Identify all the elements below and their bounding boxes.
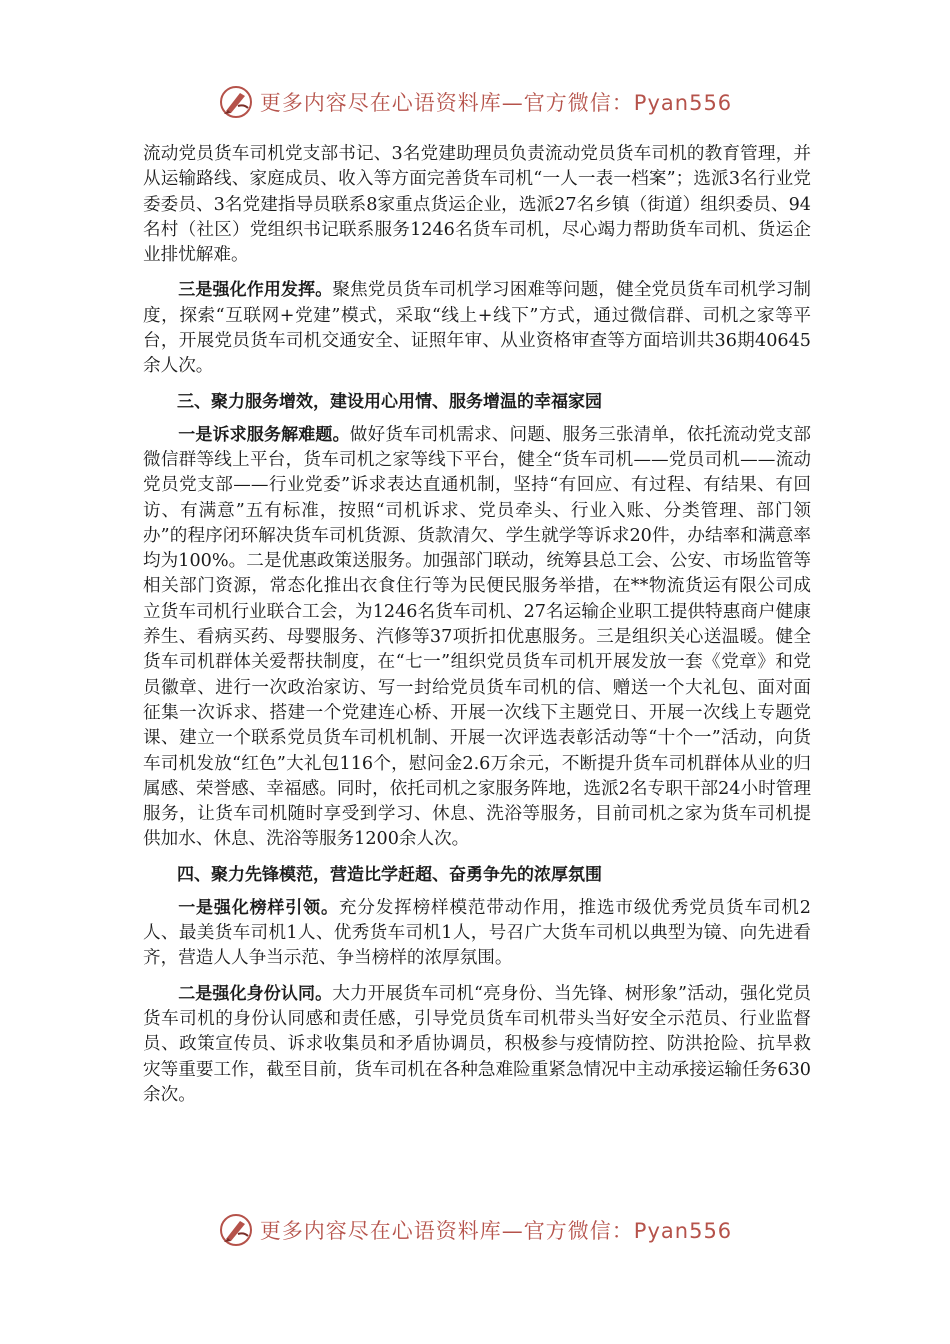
paragraph-body: 做好货车司机需求、问题、服务三张清单，依托流动党支部微信群等线上平台，货车司机之家等线下平台，健全“货车司机——党员司机——流动党员党支部——行业党委”诉求表达直通机制，坚持“有回应、有过程、有结果、有回访、有满意”五有标准，按照“司机诉求、党员牵头、行业入账、分类管理、部门领办”的程序闭环解决货车司机货源、货款清欠、学生就学等诉求20件，办结率和满意率均为100%。二是优惠政策送服务。加强部门联动，统筹县总工会、公安、市场监管等相关部门资源，常态化推出衣食住行等为民便民服务举措，在**物流货运有限公司成立货车司机行业联合工会，为1246名货车司机、27名运输企业职工提供特惠商户健康养生、看病买药、母婴服务、汽修等37项折扣优惠服务。三是组织关心送温暖。健全货车司机群体关爱帮扶制度，在“七一”组织党员货车司机开展发放一套《党章》和党员徽章、进行一次政治家访、写一封给党员货车司机的信、赠送一个大礼包、面对面征集一次诉求、搭建一个党建连心桥、开展一次线下主题党日、开展一次线上专题党课、建立一个联系党员货车司机机制、开展一次评选表彰活动等“十个一”活动，向货车司机发放“红色”大礼包116个，慰问金2.6万余元，不断提升货车司机群体从业的归属感、荣誉感、幸福感。同时，依托司机之家服务阵地，选派2名专职干部24小时管理服务，让货车司机随时享受到学习、休息、洗浴等服务，目前司机之家为货车司机提供加水、休息、洗浴等服务1200余人次。 (143, 424, 811, 850)
document-body (143, 142, 811, 1118)
paragraph-identity (143, 982, 811, 1108)
footer-banner (0, 1210, 950, 1250)
paragraph-role-play (143, 278, 811, 379)
paragraph-lead: 一是诉求服务解难题。 (178, 424, 350, 445)
section-heading-4: 四、聚力先锋模范，营造比学赶超、奋勇争先的浓厚氛围 (177, 864, 602, 885)
pen-logo-icon (218, 1212, 254, 1248)
header-banner-text: 更多内容尽在心语资料库—官方微信：Pyan556 (259, 91, 733, 115)
paragraph-lead: 一是强化榜样引领。 (178, 897, 339, 918)
paragraph-body: 大力开展货车司机“亮身份、当先锋、树形象”活动，强化党员货车司机的身份认同感和责任感，引导党员货车司机带头当好安全示范员、行业监督员、政策宣传员、诉求收集员和矛盾协调员，积极参与疫情防控、防洪抢险、抗旱救灾等重要工作，截至目前，货车司机在各种急难险重紧急情况中主动承接运输任务630余次。 (143, 983, 811, 1105)
footer-banner-text: 更多内容尽在心语资料库—官方微信：Pyan556 (259, 1219, 733, 1243)
pen-logo-icon (218, 84, 254, 120)
paragraph-body: 聚焦党员货车司机学习困难等问题，健全党员货车司机学习制度，探索“互联网+党建”模式，采取“线上+线下”方式，通过微信群、司机之家等平台，开展党员货车司机交通安全、证照年审、从业资格审查等方面培训共36期40645余人次。 (143, 280, 811, 377)
paragraph-service (143, 423, 811, 853)
section-heading-3: 三、聚力服务增效，建设用心用情、服务增温的幸福家园 (177, 391, 602, 412)
paragraph-role-model (143, 896, 811, 972)
paragraph-lead: 二是强化身份认同。 (178, 983, 333, 1004)
header-banner (0, 82, 950, 122)
paragraph-continued: 流动党员货车司机党支部书记、3名党建助理员负责流动党员货车司机的教育管理，并从运输路线、家庭成员、收入等方面完善货车司机“一人一表一档案”；选派3名行业党委委员、3名党建指导员联系8家重点货运企业，选派27名乡镇（街道）组织委员、94名村（社区）党组织书记联系服务1246名货车司机，尽心竭力帮助货车司机、货运企业排忧解难。 (143, 144, 811, 266)
paragraph-body: 充分发挥榜样模范带动作用，推选市级优秀党员货车司机2人、最美货车司机1人、优秀货车司机1人，号召广大货车司机以典型为镜、向先进看齐，营造人人争当示范、争当榜样的浓厚氛围。 (143, 897, 812, 969)
paragraph-lead: 三是强化作用发挥。 (178, 280, 333, 301)
